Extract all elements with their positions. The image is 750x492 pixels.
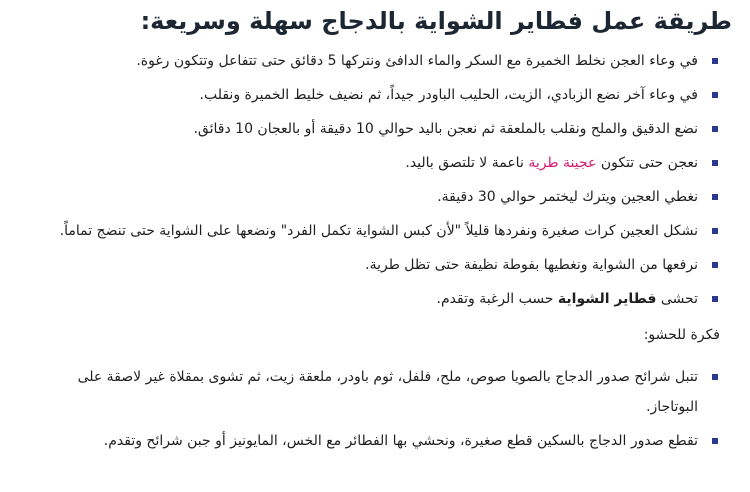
step-text: نغطي العجين ويترك ليختمر حوالي 30 دقيقة. (437, 189, 698, 205)
square-bullet-icon (712, 92, 718, 98)
square-bullet-icon (712, 374, 718, 380)
square-bullet-icon (712, 126, 718, 132)
square-bullet-icon (712, 296, 718, 302)
list-item (24, 186, 720, 208)
list-item (24, 220, 720, 242)
list-item (24, 50, 720, 72)
filling-heading: فكرة للحشو: (643, 327, 720, 343)
list-item (24, 254, 720, 276)
step-text: نضع الدقيق والملح ونقلب بالملعقة ثم نعجن باليد حوالي 10 دقيقة أو بالعجان 10 دقائق. (193, 121, 698, 137)
step-text: نشكل العجين كرات صغيرة ونفردها قليلاً "لأن كبس الشواية تكمل الفرد" ونضعها على الشواية حتى تنضج تماماً. (59, 223, 698, 239)
step-text-start: نعجن حتى تتكون (596, 155, 698, 171)
square-bullet-icon (712, 194, 718, 200)
square-bullet-icon (712, 160, 718, 166)
step-text-end: ناعمة لا تلتصق باليد. (405, 155, 529, 171)
filling-text: تتبل شرائح صدور الدجاج بالصويا صوص، ملح، فلفل، ثوم باودر، ملعقة زيت، ثم تشوى بمقلاة غير لاصقة على البوتاجاز. (77, 369, 698, 415)
step-text-start: تحشى (656, 291, 698, 307)
list-item (24, 118, 720, 140)
square-bullet-icon (712, 438, 718, 444)
steps-list (24, 50, 732, 310)
step-text: في وعاء العجن نخلط الخميرة مع السكر والماء الدافئ ونتركها 5 دقائق حتى تتفاعل وتتكون رغوة. (136, 53, 698, 69)
list-item (24, 426, 720, 456)
list-item (24, 84, 720, 106)
highlight-link[interactable]: عجينة طرية (528, 155, 597, 171)
list-item (24, 152, 720, 174)
bold-term: فطاير الشواية (557, 291, 657, 307)
square-bullet-icon (712, 262, 718, 268)
filling-list (24, 362, 732, 456)
step-text: في وعاء آخر نضع الزبادي، الزيت، الحليب الباودر جيداً، ثم نضيف خليط الخميرة ونقلب. (199, 87, 698, 103)
step-text: نرفعها من الشواية ونغطيها بفوطة نظيفة حتى تظل طرية. (365, 257, 698, 273)
square-bullet-icon (712, 228, 718, 234)
list-item (24, 288, 720, 310)
square-bullet-icon (712, 58, 718, 64)
filling-text: تقطع صدور الدجاج بالسكين قطع صغيرة، ونحشي بها الفطائر مع الخس، المايونيز أو جبن شرائح وتقدم. (103, 433, 698, 449)
step-text-end: حسب الرغبة وتقدم. (436, 291, 558, 307)
page-title: طريقة عمل فطاير الشواية بالدجاج سهلة وسريعة: (140, 7, 732, 35)
list-item (24, 362, 720, 422)
